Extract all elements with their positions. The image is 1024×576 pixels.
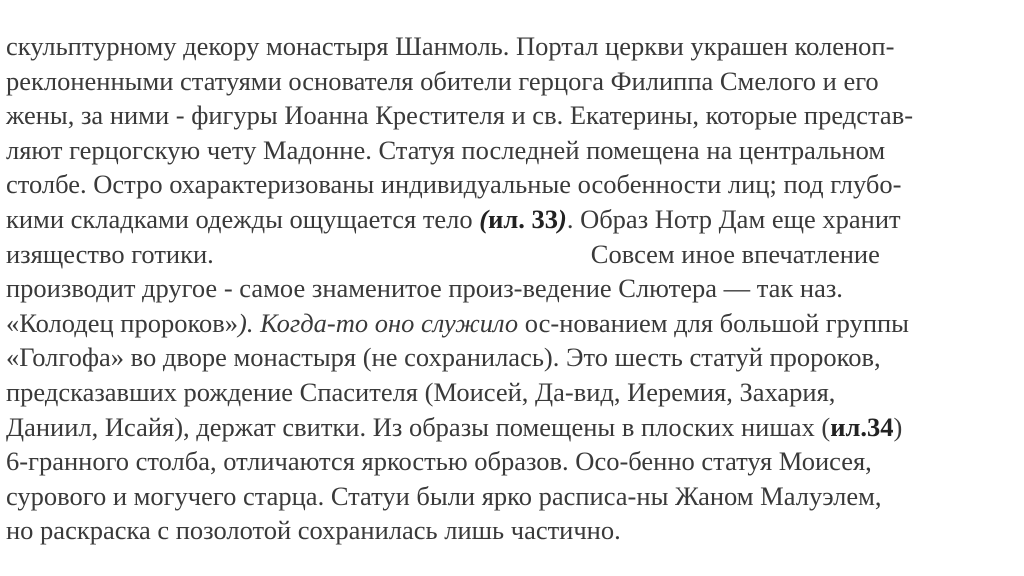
- figure-ref-paren-open: (: [479, 203, 489, 234]
- text-span: скульптурному декору монастыря Шанмоль. Портал церкви украшен коленоп-: [6, 31, 895, 61]
- text-span: столбе. Остро охарактеризованы индивидуальные особенности лиц; под глубо-: [6, 169, 902, 200]
- body-text: [6, 29, 1024, 548]
- text-line: [6, 306, 1024, 341]
- text-span: «Голгофа» во дворе монастыря (не сохранилась). Это шесть статуй пророков,: [6, 342, 881, 373]
- figure-ref-34: ил.34: [830, 411, 894, 442]
- text-span: ): [893, 411, 903, 442]
- italic-span: ). Когда-то оно служило: [238, 307, 519, 338]
- text-span: жены, за ними - фигуры Иоанна Крестителя и св. Екатерины, которые представ-: [6, 100, 914, 131]
- text-span: Даниил, Исайя), держат свитки. Из образы помещены в плоских нишах (: [6, 411, 831, 442]
- text-span: 6-гранного столба, отличаются яркостью образов. Осо-бенно статуя Моисея,: [6, 446, 872, 477]
- text-span: изящество готики.: [6, 238, 214, 269]
- text-line: [6, 98, 1024, 133]
- text-line: [6, 133, 1024, 168]
- text-line: [6, 410, 1024, 445]
- text-line: [6, 375, 1024, 410]
- text-span: производит другое - самое знаменитое произ-ведение Слютера — так наз.: [6, 273, 843, 304]
- text-span: предсказавших рождение Спасителя (Моисей, Да-вид, Иеремия, Захария,: [6, 376, 836, 407]
- text-span: ляют герцогскую чету Мадонне. Статуя последней помещена на центральном: [6, 134, 886, 165]
- figure-ref-paren-close: ): [557, 203, 567, 234]
- text-line: [6, 29, 1024, 64]
- text-line: [6, 64, 1024, 99]
- text-line: [6, 167, 1024, 202]
- text-line: [6, 513, 1024, 548]
- text-line: [6, 237, 1024, 272]
- text-span: Совсем иное впечатление: [590, 238, 880, 269]
- figure-ref-33: ил. 33: [488, 203, 558, 234]
- text-span: «Колодец пророков»: [6, 307, 238, 338]
- text-line: [6, 444, 1024, 479]
- text-span: кими складками одежды ощущается тело: [6, 203, 480, 234]
- text-line: [6, 340, 1024, 375]
- text-line: [6, 202, 1024, 237]
- text-span: сурового и могучего старца. Статуи были ярко расписа-ны Жаном Малуэлем,: [6, 480, 882, 511]
- text-span: но раскраска с позолотой сохранилась лишь частично.: [6, 515, 621, 546]
- text-span: ос-нованием для большой группы: [518, 307, 909, 338]
- text-line: [6, 479, 1024, 514]
- text-span: реклоненными статуями основателя обители герцога Филиппа Смелого и его: [6, 65, 879, 96]
- text-line: [6, 271, 1024, 306]
- text-span: . Образ Нотр Дам еще хранит: [566, 203, 901, 234]
